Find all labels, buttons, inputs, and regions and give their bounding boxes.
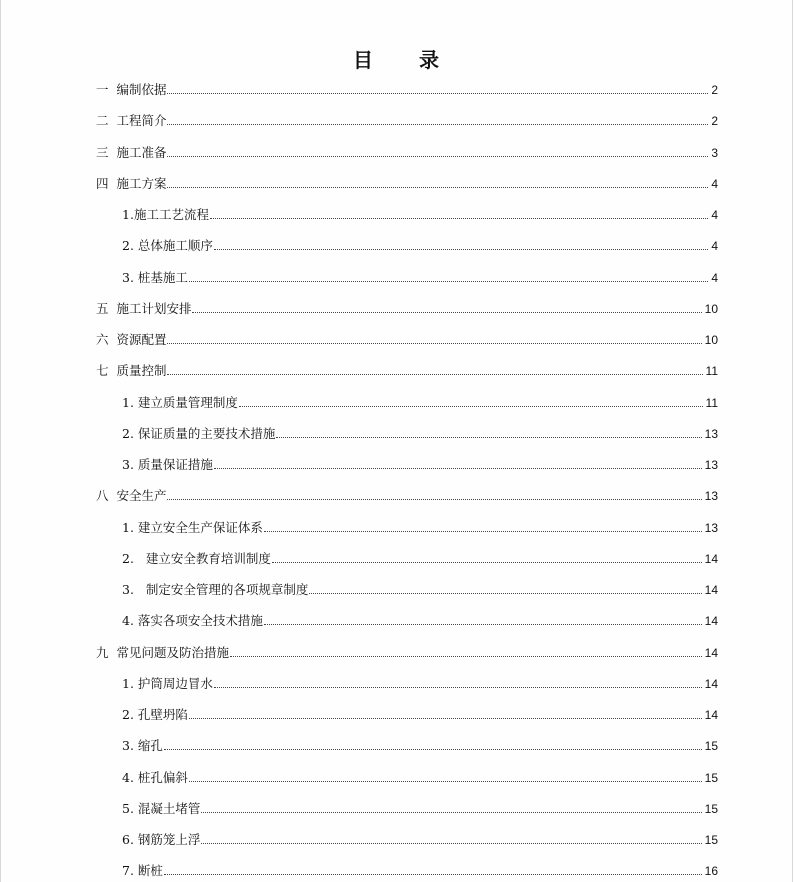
toc-entry[interactable] [96, 80, 718, 98]
toc-entry-number: 1. [122, 519, 138, 535]
toc-entry[interactable] [122, 674, 718, 692]
toc-entry[interactable] [96, 174, 718, 192]
toc-entry-number: 3. [122, 582, 146, 597]
toc-dot-leader [167, 499, 701, 500]
toc-entry-number: 三 [96, 144, 117, 160]
toc-entry-page-number: 13 [704, 426, 718, 441]
toc-entry-title: 缩孔 [137, 738, 163, 754]
toc-entry-number: 1. [122, 207, 134, 222]
toc-entry-title: 落实各项安全技术措施 [137, 613, 263, 629]
toc-entry[interactable] [122, 799, 718, 817]
toc-entry[interactable] [122, 830, 718, 848]
toc-entry-page-number: 4 [711, 176, 718, 191]
toc-entry[interactable] [122, 236, 718, 254]
toc-entry-number: 4. [122, 613, 138, 629]
toc-entry-page-number: 13 [704, 520, 718, 535]
toc-entry-title: 混凝土堵管 [137, 800, 201, 816]
toc-entry-number: 3. [122, 457, 138, 472]
toc-entry-page-number: 14 [704, 614, 718, 629]
toc-entry-page-number: 13 [704, 458, 718, 472]
toc-entry[interactable] [122, 205, 718, 223]
toc-entry-number: 5. [122, 800, 138, 816]
toc-entry-title: 施工计划安排 [116, 300, 192, 316]
toc-entry-title: 孔壁坍陷 [137, 707, 188, 722]
toc-entry-title: 施工工艺流程 [133, 207, 209, 222]
toc-entry-title: 桩基施工 [137, 269, 188, 285]
toc-dot-leader [214, 468, 702, 469]
toc-dot-leader [264, 624, 702, 625]
toc-dot-leader [264, 531, 702, 532]
toc-dot-leader [239, 406, 703, 407]
toc-entry[interactable] [122, 705, 718, 723]
toc-dot-leader [214, 249, 708, 250]
toc-dot-leader [230, 656, 702, 657]
toc-entry-title: 保证质量的主要技术措施 [137, 425, 276, 441]
toc-dot-leader [309, 593, 701, 594]
toc-entry-number: 六 [96, 332, 117, 347]
toc-entry[interactable] [122, 549, 718, 567]
toc-entry-page-number: 14 [704, 551, 718, 566]
toc-entry-page-number: 10 [704, 333, 718, 347]
toc-entry-number: 七 [96, 363, 117, 379]
toc-entry-number: 2. [122, 238, 138, 254]
toc-entry-number: 五 [96, 300, 117, 316]
toc-entry[interactable] [122, 611, 718, 629]
toc-entry-number: 7. [122, 863, 138, 879]
toc-entry-number: 3. [122, 738, 138, 754]
toc-entry-title: 工程简介 [116, 113, 167, 129]
toc-entry-page-number: 2 [711, 114, 718, 129]
toc-dot-leader [189, 718, 702, 719]
toc-entry-page-number: 4 [711, 270, 718, 285]
toc-entry-page-number: 15 [704, 739, 718, 754]
toc-dot-leader [167, 93, 708, 94]
toc-entry-title: 建立安全教育培训制度 [145, 550, 271, 566]
toc-dot-leader [201, 812, 701, 813]
toc-entry[interactable] [122, 580, 718, 598]
toc-entry-title: 资源配置 [116, 332, 167, 347]
toc-entry-number: 二 [96, 113, 117, 129]
toc-entry-title: 制定安全管理的各项规章制度 [145, 582, 309, 597]
toc-entry-title: 建立质量管理制度 [137, 394, 238, 410]
toc-dot-leader [189, 781, 702, 782]
toc-entry[interactable] [122, 518, 718, 536]
toc-entry[interactable] [96, 361, 718, 379]
toc-entry-page-number: 14 [704, 645, 718, 660]
toc-dot-leader [167, 343, 701, 344]
toc-entry-page-number: 15 [704, 770, 718, 785]
toc-entry[interactable] [96, 143, 718, 161]
toc-entry-title: 施工准备 [116, 144, 167, 160]
toc-entry-number: 6. [122, 832, 138, 847]
toc-entry-number: 一 [96, 82, 117, 97]
toc-entry[interactable] [122, 393, 718, 411]
toc-dot-leader [164, 874, 702, 875]
toc-entry-title: 桩孔偏斜 [137, 769, 188, 785]
toc-dot-leader [192, 312, 701, 313]
toc-entry[interactable] [122, 768, 718, 786]
toc-entry[interactable] [122, 424, 718, 442]
toc-entry-number: 1. [122, 675, 138, 691]
toc-entry[interactable] [122, 268, 718, 286]
toc-entry-number: 八 [96, 488, 117, 504]
toc-entry-title: 安全生产 [116, 488, 167, 504]
toc-entry-page-number: 14 [704, 676, 718, 691]
toc-entry-page-number: 11 [705, 395, 718, 410]
toc-entry-number: 四 [96, 175, 117, 191]
toc-dot-leader [201, 843, 701, 844]
toc-entry[interactable] [96, 486, 718, 504]
toc-entry[interactable] [122, 736, 718, 754]
toc-entry-number: 2. [122, 707, 138, 722]
toc-entry-page-number: 13 [704, 489, 718, 504]
toc-entry-title: 常见问题及防治措施 [116, 644, 229, 660]
toc-title-char-2: 录 [419, 48, 441, 72]
toc-entry-number: 1. [122, 394, 138, 410]
toc-entry-number: 4. [122, 769, 138, 785]
toc-entry-title: 钢筋笼上浮 [137, 832, 201, 847]
toc-dot-leader [276, 437, 701, 438]
toc-entry[interactable] [96, 643, 718, 661]
toc-entry[interactable] [96, 330, 718, 348]
toc-entry-page-number: 15 [704, 801, 718, 816]
toc-entry-title: 质量保证措施 [137, 457, 213, 472]
toc-entry-title: 断桩 [137, 863, 163, 879]
toc-entry-page-number: 10 [704, 301, 718, 316]
toc-entry[interactable] [122, 861, 718, 879]
toc-dot-leader [214, 687, 702, 688]
toc-dot-leader [167, 374, 702, 375]
toc-entry-title: 总体施工顺序 [137, 238, 213, 254]
toc-entry-page-number: 16 [704, 864, 718, 879]
toc-dot-leader [167, 156, 708, 157]
toc-entry-title: 施工方案 [116, 175, 167, 191]
toc-entry-page-number: 14 [704, 583, 718, 597]
toc-entry[interactable] [122, 455, 718, 473]
toc-entry-page-number: 4 [711, 239, 718, 254]
toc-entry-page-number: 15 [704, 833, 718, 847]
toc-entry-number: 2. [122, 550, 146, 566]
toc-entry-page-number: 2 [711, 83, 718, 97]
toc-entry-page-number: 11 [705, 364, 718, 379]
toc-entry-title: 质量控制 [116, 363, 167, 379]
toc-entry-number: 3. [122, 269, 138, 285]
toc-entry-number: 2. [122, 425, 138, 441]
toc-dot-leader [167, 124, 708, 125]
toc-entry[interactable] [96, 111, 718, 129]
toc-entry-page-number: 4 [711, 208, 718, 222]
toc-dot-leader [167, 187, 708, 188]
toc-title-char-1: 目 [353, 48, 375, 72]
toc-entry[interactable] [96, 299, 718, 317]
toc-entry-number: 九 [96, 644, 117, 660]
toc-dot-leader [210, 218, 708, 219]
toc-entry-title: 建立安全生产保证体系 [137, 519, 263, 535]
toc-dot-leader [189, 281, 708, 282]
toc-dot-leader [272, 562, 702, 563]
toc-entry-title: 编制依据 [116, 82, 167, 97]
toc-entry-title: 护筒周边冒水 [137, 675, 213, 691]
toc-dot-leader [164, 749, 702, 750]
toc-entry-page-number: 14 [704, 708, 718, 722]
toc-entry-page-number: 3 [711, 145, 718, 160]
